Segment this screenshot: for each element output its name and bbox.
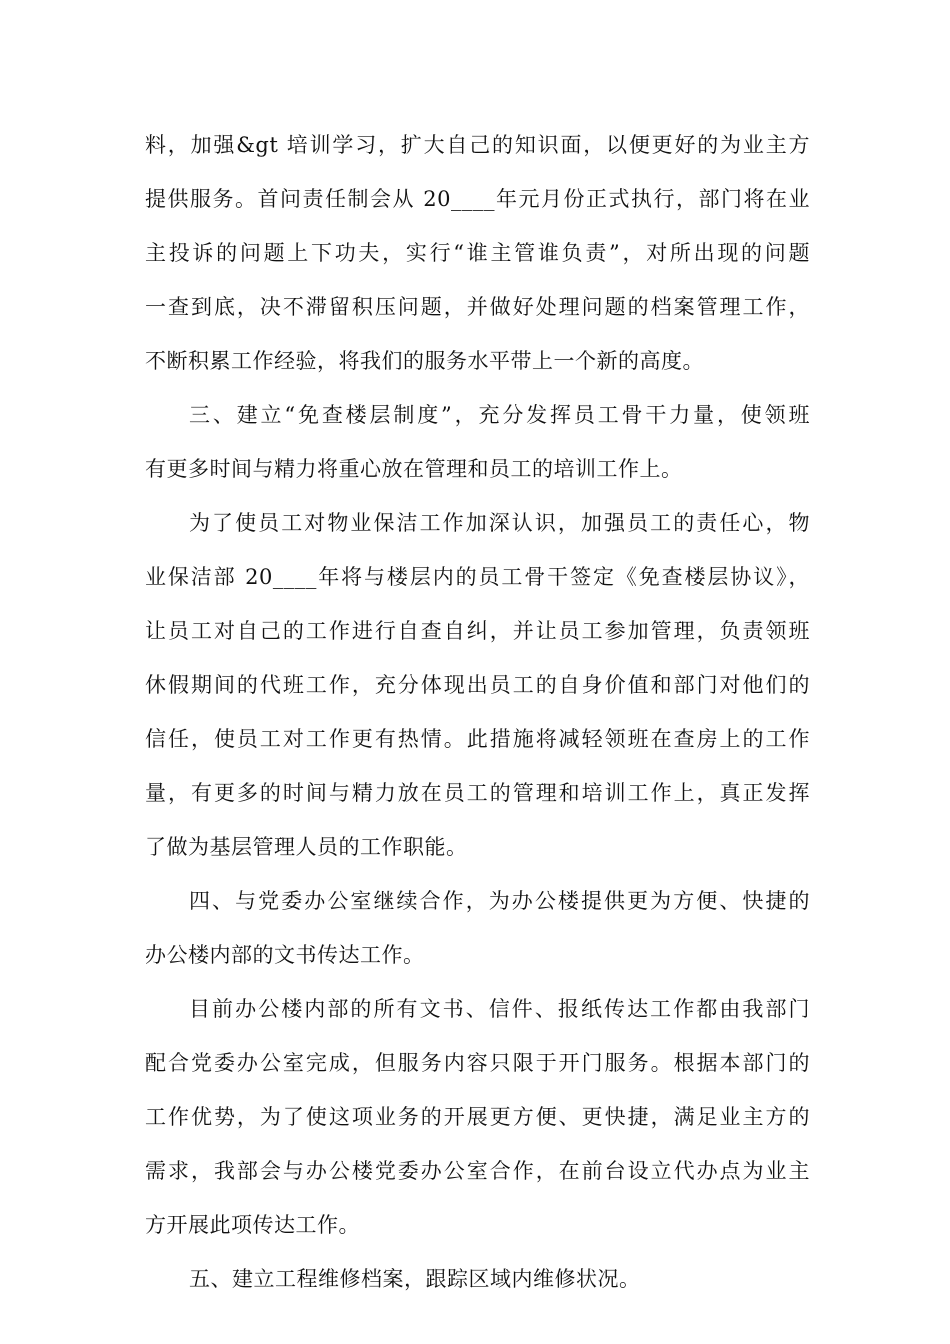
text-line: 主投诉的问题上下功夫，实行“谁主管谁负责”，对所出现的问题 xyxy=(145,241,810,265)
paragraph-document-delivery xyxy=(145,982,810,1252)
text-line: 配合党委办公室完成，但服务内容只限于开门服务。根据本部门的 xyxy=(145,1051,810,1075)
text-line: 需求，我部会与办公楼党委办公室合作，在前台设立代办点为业主 xyxy=(145,1159,810,1183)
text-line: 业保洁部 20____年将与楼层内的员工骨干签定《免查楼层协议》， xyxy=(145,565,810,589)
text-line: 不断积累工作经验，将我们的服务水平带上一个新的高度。 xyxy=(145,349,704,373)
section-heading-5 xyxy=(145,1252,810,1306)
text-line: 工作优势，为了使这项业务的开展更方便、更快捷，满足业主方的 xyxy=(145,1105,810,1129)
text-line: 有更多时间与精力将重心放在管理和员工的培训工作上。 xyxy=(145,457,683,481)
text-line: 为了使员工对物业保洁工作加深认识，加强员工的责任心，物 xyxy=(189,511,810,535)
text-line: 量，有更多的时间与精力放在员工的管理和培训工作上，真正发挥 xyxy=(145,781,810,805)
text-line: 目前办公楼内部的所有文书、信件、报纸传达工作都由我部门 xyxy=(189,997,810,1021)
document-body xyxy=(145,118,810,1306)
paragraph-free-inspection xyxy=(145,496,810,874)
text-line: 让员工对自己的工作进行自查自纠，并让员工参加管理，负责领班 xyxy=(145,619,810,643)
text-line: 四、与党委办公室继续合作，为办公楼提供更为方便、快捷的 xyxy=(189,889,810,913)
section-heading-4 xyxy=(145,874,810,982)
text-line: 方开展此项传达工作。 xyxy=(145,1213,360,1237)
text-line: 办公楼内部的文书传达工作。 xyxy=(145,943,425,967)
text-line: 提供服务。首问责任制会从 20____年元月份正式执行，部门将在业 xyxy=(145,187,810,211)
text-line: 一查到底，决不滞留积压问题，并做好处理问题的档案管理工作， xyxy=(145,295,810,319)
text-line: 休假期间的代班工作，充分体现出员工的自身价值和部门对他们的 xyxy=(145,673,810,697)
text-line: 料，加强&gt 培训学习，扩大自己的知识面，以便更好的为业主方 xyxy=(145,133,810,157)
text-line: 了做为基层管理人员的工作职能。 xyxy=(145,835,468,859)
text-line: 五、建立工程维修档案，跟踪区域内维修状况。 xyxy=(189,1267,641,1291)
text-line: 三、建立“免查楼层制度”，充分发挥员工骨干力量，使领班 xyxy=(189,403,810,427)
section-heading-3 xyxy=(145,388,810,496)
paragraph-training xyxy=(145,118,810,388)
text-line: 信任，使员工对工作更有热情。此措施将减轻领班在查房上的工作 xyxy=(145,727,810,751)
